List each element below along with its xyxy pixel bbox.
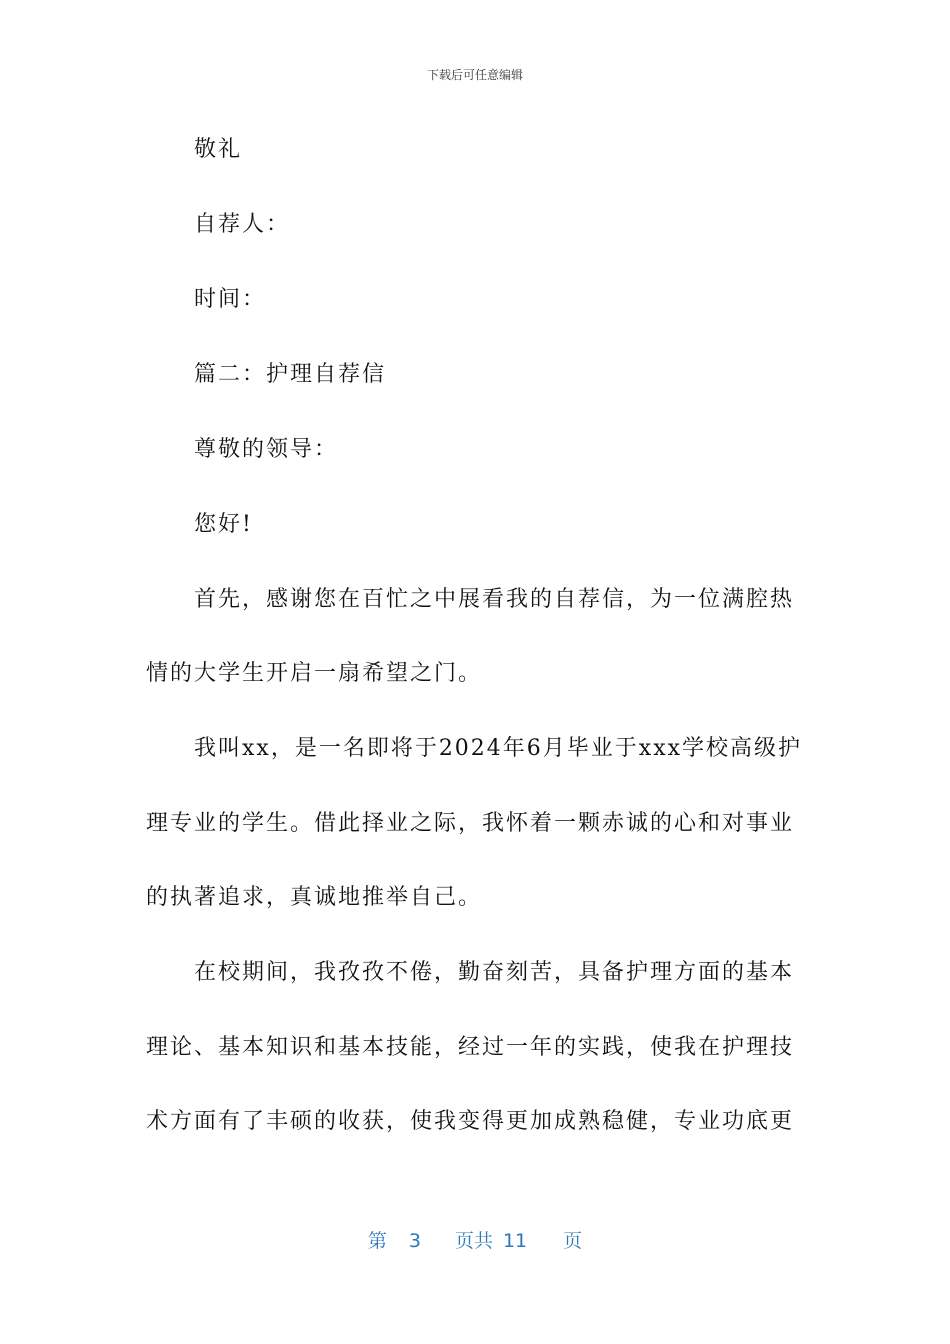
footer-suffix: 页 xyxy=(563,1230,583,1252)
footer-page-number: 3 xyxy=(408,1230,421,1252)
date-line: 时间： xyxy=(194,287,267,312)
page-footer xyxy=(0,1226,950,1253)
paragraph-line: 理专业的学生。借此择业之际，我怀着一颗赤诚的心和对事业 xyxy=(146,811,795,836)
paragraph-line: 情的大学生开启一扇希望之门。 xyxy=(146,661,483,686)
paragraph-line: 首先，感谢您在百忙之中展看我的自荐信，为一位满腔热 xyxy=(194,587,795,612)
page-header: 下载后可任意编辑 xyxy=(426,68,523,82)
footer-total-label: 页共 xyxy=(454,1230,493,1252)
hello-line: 您好! xyxy=(194,512,253,537)
signer-line: 自荐人： xyxy=(194,212,291,237)
paragraph-line: 在校期间，我孜孜不倦，勤奋刻苦，具备护理方面的基本 xyxy=(194,960,795,985)
section-title: 篇二：护理自荐信 xyxy=(194,362,387,387)
greeting-line: 尊敬的领导： xyxy=(194,437,339,462)
footer-page-label: 第 xyxy=(367,1230,387,1252)
footer-total-pages: 11 xyxy=(502,1230,528,1252)
paragraph-line: 我叫xx，是一名即将于2024年6月毕业于xxx学校高级护 xyxy=(194,736,803,761)
paragraph-line: 术方面有了丰硕的收获，使我变得更加成熟稳健，专业功底更 xyxy=(146,1109,795,1134)
closing-salutation: 敬礼 xyxy=(194,137,243,162)
paragraph-line: 理论、基本知识和基本技能，经过一年的实践，使我在护理技 xyxy=(146,1035,795,1060)
paragraph-line: 的执著追求，真诚地推举自己。 xyxy=(146,885,483,910)
